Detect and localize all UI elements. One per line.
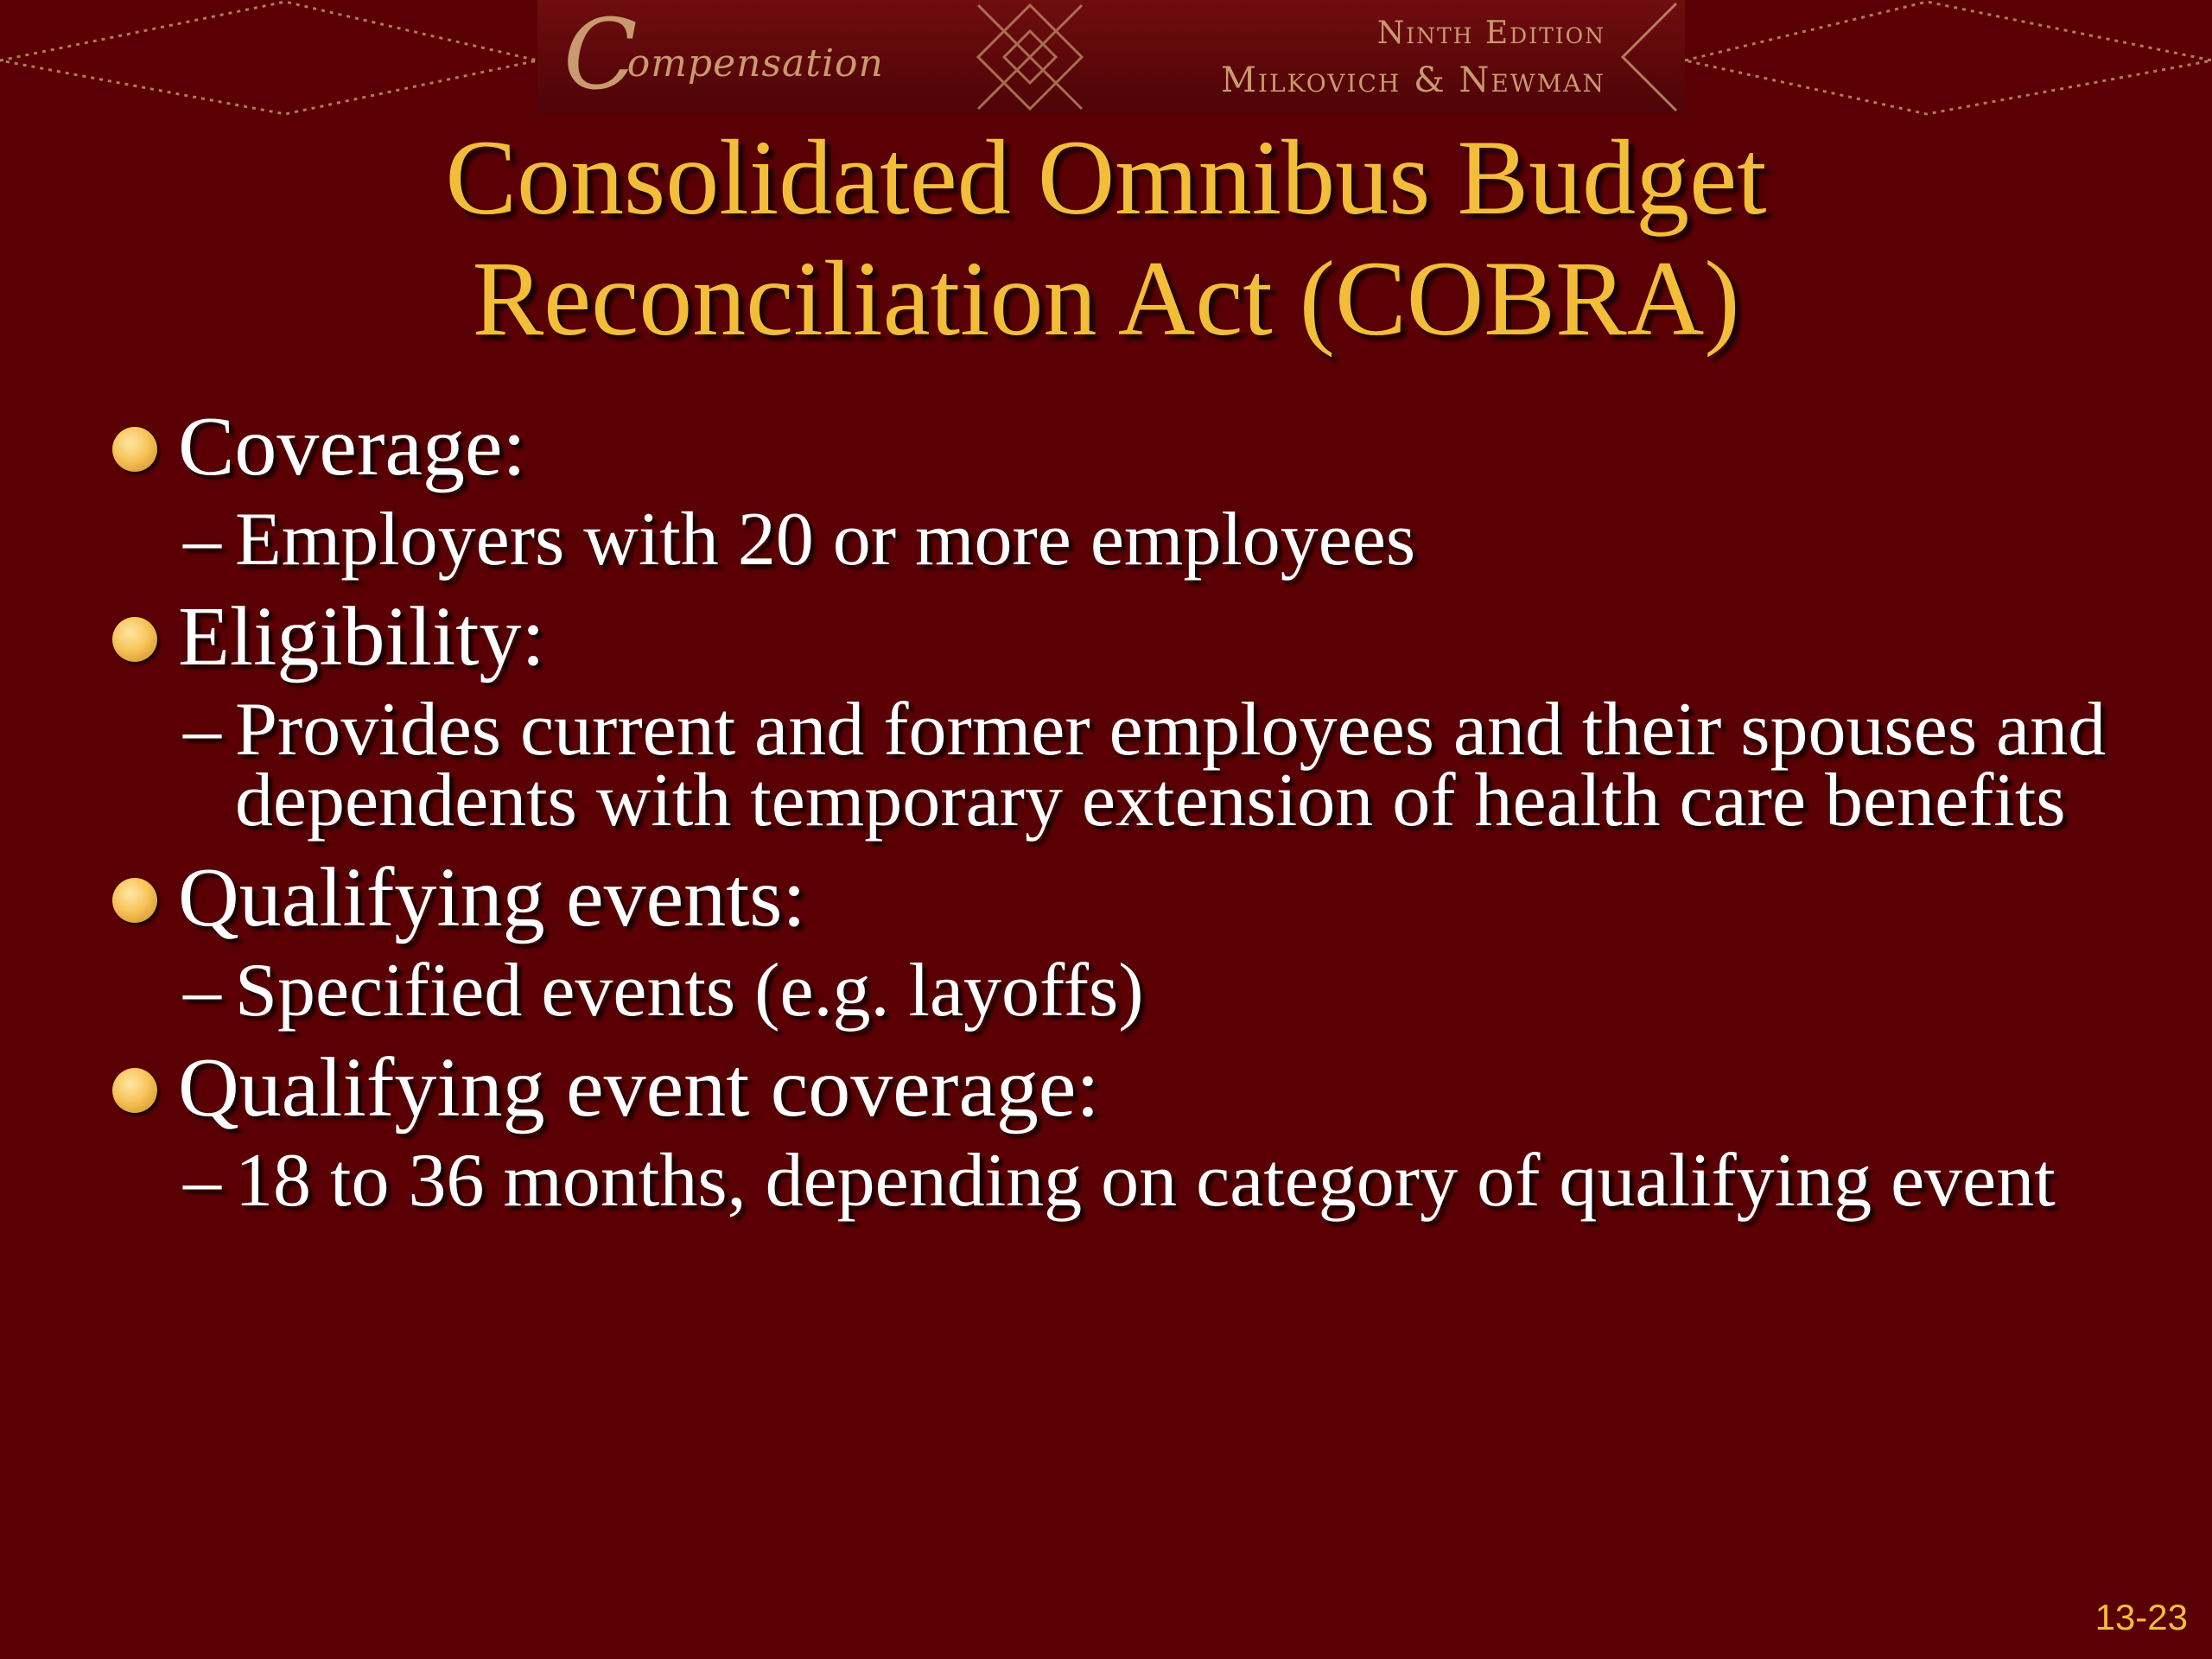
round-bullet-icon xyxy=(112,617,157,662)
dash-icon: – xyxy=(183,688,221,772)
round-bullet-icon xyxy=(112,1068,157,1113)
sub-item xyxy=(104,949,2126,1033)
book-title-rest: ompensation xyxy=(626,41,884,86)
sub-item-text: 18 to 36 months, depending on category of qualifying event xyxy=(235,1139,2056,1223)
bullet-list xyxy=(104,396,2126,1223)
bullet-label: Eligibility: xyxy=(178,590,545,683)
slide-title xyxy=(138,118,2074,359)
sub-item-text: Specified events (e.g. layoffs) xyxy=(235,949,1144,1033)
bullet-label: Coverage: xyxy=(178,400,526,493)
dash-icon: – xyxy=(183,1139,221,1223)
bullet-item-qualifying-event-coverage xyxy=(104,1037,2126,1139)
bullet-item-coverage xyxy=(104,396,2126,498)
book-banner xyxy=(537,0,1685,114)
sub-item xyxy=(104,688,2126,842)
book-title-initial: C xyxy=(563,0,638,111)
sub-item xyxy=(104,1139,2126,1223)
bullet-label: Qualifying event coverage: xyxy=(178,1041,1100,1135)
dash-icon: – xyxy=(183,498,221,582)
slide-title-line-1: Consolidated Omnibus Budget xyxy=(445,118,1767,237)
banner-chevron-ornament xyxy=(1616,0,1685,114)
bullet-item-eligibility xyxy=(104,586,2126,688)
round-bullet-icon xyxy=(112,427,157,472)
sub-item xyxy=(104,498,2126,582)
sub-item-text: Employers with 20 or more employees xyxy=(235,498,1416,582)
bullet-label: Qualifying events: xyxy=(178,851,806,944)
edition-label: Ninth Edition xyxy=(1376,16,1605,51)
slide-title-line-2: Reconciliation Act (COBRA) xyxy=(472,239,1740,358)
book-title xyxy=(563,0,884,111)
dash-icon: – xyxy=(183,949,221,1033)
banner-diamond-ornament xyxy=(961,0,1099,114)
authors-label: Milkovich & Newman xyxy=(1220,60,1605,100)
bullet-item-qualifying-events xyxy=(104,847,2126,949)
sub-item-text: Provides current and former employees and their spouses and dependents with temporary extension of health care benefits xyxy=(235,688,2107,842)
round-bullet-icon xyxy=(112,878,157,923)
page-number: 13-23 xyxy=(2094,1597,2188,1637)
